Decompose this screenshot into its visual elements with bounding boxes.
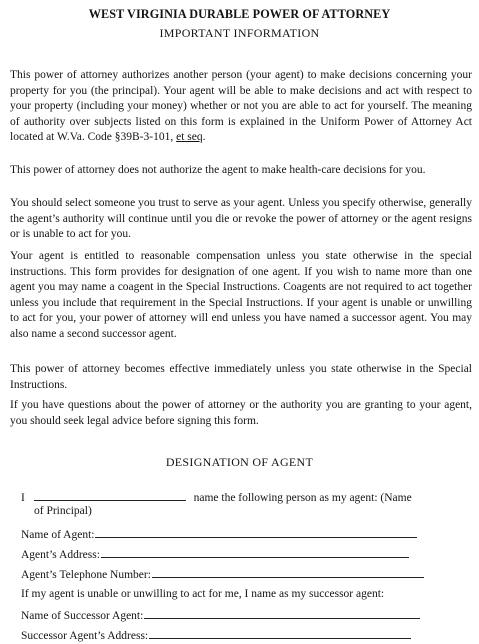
successor-name-field[interactable] [144,607,420,619]
agent-name-label: Name of Agent: [21,529,95,541]
agent-name-field[interactable] [95,526,417,538]
document-subtitle: IMPORTANT INFORMATION [159,26,320,40]
paragraph-authority-text: This power of attorney authorizes another person (your agent) to make decisions concerning your property for you (the principal). Your agent will be able to make decisions and act with respect to your property (including your money) whether or not you are able to act for yourself. The meaning of authority over subjects listed on this form is explained in the Uniform Power of Attorney Act located at W.Va. Code §39B-3-101, [10,69,472,143]
paragraph-authority-end: . [202,131,206,143]
successor-name-row [21,607,421,624]
agent-address-label: Agent’s Address: [21,549,100,561]
paragraph-authority [10,68,472,146]
paragraph-select-agent: You should select someone you trust to serve as your agent. Unless you specify otherwise, generally the agent’s authority will continue until you die or revoke the power of attorney or the agent resigns or is unable to act for you. [10,197,472,240]
paragraph-health-care: This power of attorney does not authorize the agent to make health-care decisions for you. [10,164,426,176]
successor-address-field[interactable] [149,627,411,639]
agent-phone-row [21,566,425,583]
successor-name-label: Name of Successor Agent: [21,610,144,622]
agent-phone-label: Agent’s Telephone Number: [21,569,151,581]
principal-name-caption: of Principal) [34,505,92,517]
document-title: WEST VIRGINIA DURABLE POWER OF ATTORNEY [88,7,391,21]
agent-address-field[interactable] [101,546,409,558]
principal-prefix: I [21,492,25,504]
paragraph-legal-advice: If you have questions about the power of attorney or the authority you are granting to your agent, you should seek legal advice before signing this form. [10,399,472,427]
agent-address-row [21,546,410,563]
principal-suffix: name the following person as my agent: (Name [193,492,412,504]
designation-title: DESIGNATION OF AGENT [165,455,314,469]
et-seq-link: et seq [176,131,203,143]
paragraph-effective: This power of attorney becomes effective immediately unless you state otherwise in the Special Instructions. [10,363,472,391]
successor-address-label: Successor Agent’s Address: [21,630,149,642]
paragraph-compensation: Your agent is entitled to reasonable compensation unless you state otherwise in the special instructions. This form provides for designation of one agent. If you wish to name more than one agent you may name a coagent in the Special Instructions. Coagents are not required to act together unless you include that requirement in the Special Instructions. If your agent is unable or unwilling to act for you, your power of attorney will end unless you have named a successor agent. You may also name a second successor agent. [10,250,472,340]
successor-intro: If my agent is unable or unwilling to act for me, I name as my successor agent: [21,588,385,600]
principal-name-field[interactable] [34,489,186,501]
agent-name-row [21,526,418,543]
agent-phone-field[interactable] [152,566,424,578]
successor-address-row [21,627,412,644]
